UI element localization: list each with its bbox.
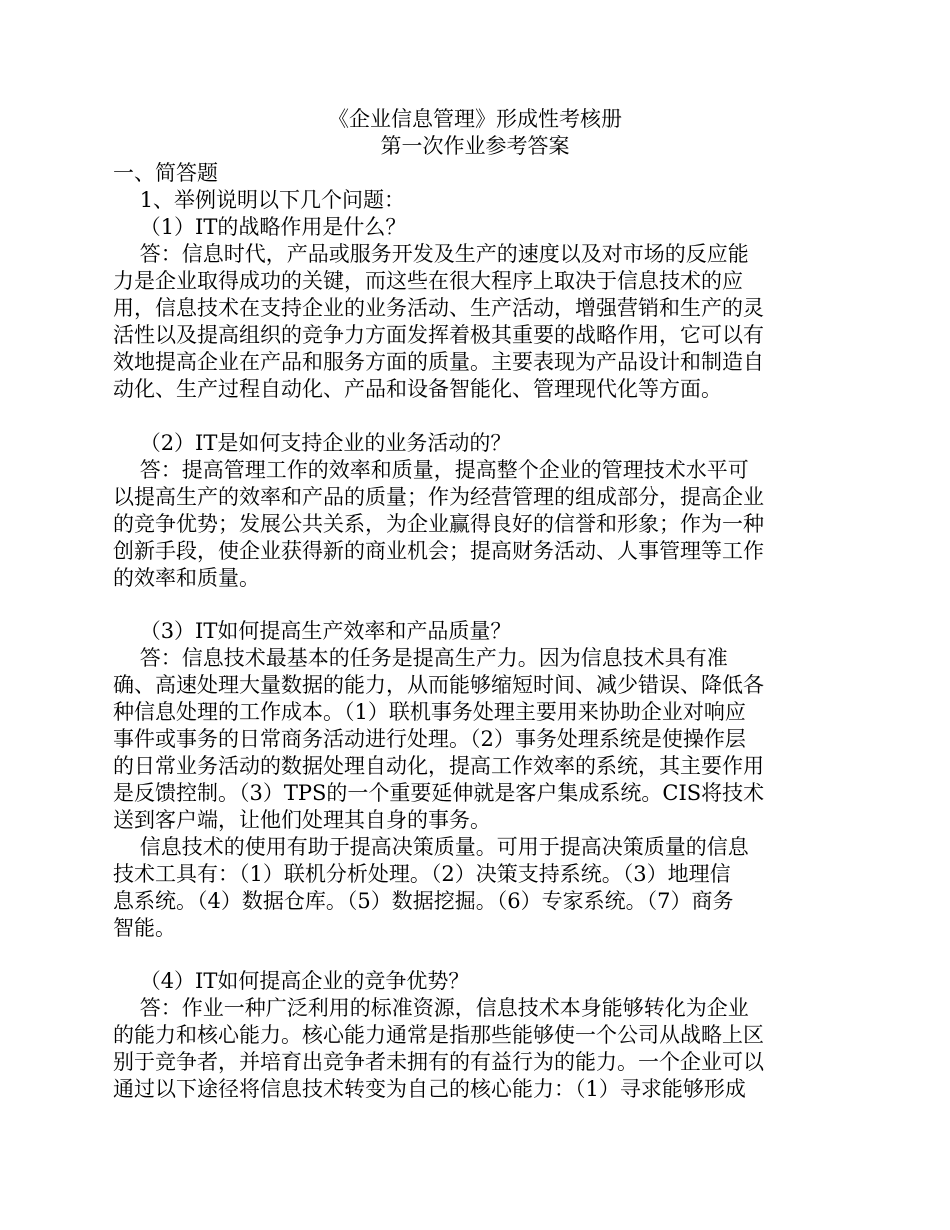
answer-2-line: 以提高生产的效率和产品的质量；作为经营管理的组成部分，提高企业 <box>113 485 764 509</box>
document-subtitle: 第一次作业参考答案 <box>380 134 570 158</box>
question-2-heading: （2）IT是如何支持企业的业务活动的？ <box>113 431 512 455</box>
answer-3-line: 是反馈控制。（3）TPS的一个重要延伸就是客户集成系统。CIS将技术 <box>113 781 765 805</box>
answer-1-line: 力是企业取得成功的关键，而这些在很大程序上取决于信息技术的应 <box>113 269 743 293</box>
answer-2-line: 创新手段，使企业获得新的商业机会；提高财务活动、人事管理等工作 <box>113 539 764 563</box>
answer-3-line: 事件或事务的日常商务活动进行处理。（2）事务处理系统是使操作层 <box>113 727 746 751</box>
document-title: 《企业信息管理》形成性考核册 <box>328 107 622 131</box>
answer-1-line: 活性以及提高组织的竞争力方面发挥着极其重要的战略作用，它可以有 <box>113 323 764 347</box>
question-intro: 1、举例说明以下几个问题： <box>113 188 406 212</box>
answer-4-line: 通过以下途径将信息技术转变为自己的核心能力：（1）寻求能够形成 <box>113 1077 746 1101</box>
answer-2-line: 答：提高管理工作的效率和质量，提高整个企业的管理技术水平可 <box>113 458 749 482</box>
answer-1-line: 用，信息技术在支持企业的业务活动、生产活动，增强营销和生产的灵 <box>113 296 764 320</box>
answer-3-line: 答：信息技术最基本的任务是提高生产力。因为信息技术具有准 <box>113 646 728 670</box>
answer-3-line: 信息技术的使用有助于提高决策质量。可用于提高决策质量的信息 <box>113 835 749 859</box>
answer-4-line: 答：作业一种广泛利用的标准资源，信息技术本身能够转化为企业 <box>113 996 749 1020</box>
question-3-heading: （3）IT如何提高生产效率和产品质量？ <box>113 619 512 643</box>
answer-3-line: 种信息处理的工作成本。（1）联机事务处理主要用来协助企业对响应 <box>113 700 746 724</box>
answer-3-line: 的日常业务活动的数据处理自动化，提高工作效率的系统，其主要作用 <box>113 754 764 778</box>
answer-2-line: 的竞争优势；发展公共关系，为企业赢得良好的信誉和形象；作为一种 <box>113 512 764 536</box>
answer-1-line: 动化、生产过程自动化、产品和设备智能化、管理现代化等方面。 <box>113 377 722 401</box>
answer-1-line: 答：信息时代，产品或服务开发及生产的速度以及对市场的反应能 <box>113 242 749 266</box>
section-heading: 一、简答题 <box>113 161 218 185</box>
answer-3-line: 技术工具有：（1）联机分析处理。（2）决策支持系统。（3）地理信 <box>113 862 731 886</box>
answer-4-line: 别于竞争者，并培育出竞争者未拥有的有益行为的能力。一个企业可以 <box>113 1050 764 1074</box>
answer-3-line: 息系统。（4）数据仓库。（5）数据挖掘。（6）专家系统。（7）商务 <box>113 889 734 913</box>
answer-2-line: 的效率和质量。 <box>113 566 260 590</box>
answer-3-line: 送到客户端，让他们处理其自身的事务。 <box>113 808 491 832</box>
answer-3-line: 确、高速处理大量数据的能力，从而能够缩短时间、减少错误、降低各 <box>113 673 764 697</box>
answer-4-line: 的能力和核心能力。核心能力通常是指那些能够使一个公司从战略上区 <box>113 1023 764 1047</box>
question-4-heading: （4）IT如何提高企业的竞争优势？ <box>113 969 470 993</box>
answer-1-line: 效地提高企业在产品和服务方面的质量。主要表现为产品设计和制造自 <box>113 350 764 374</box>
answer-3-line: 智能。 <box>113 916 176 940</box>
question-1-heading: （1）IT的战略作用是什么？ <box>113 215 407 239</box>
